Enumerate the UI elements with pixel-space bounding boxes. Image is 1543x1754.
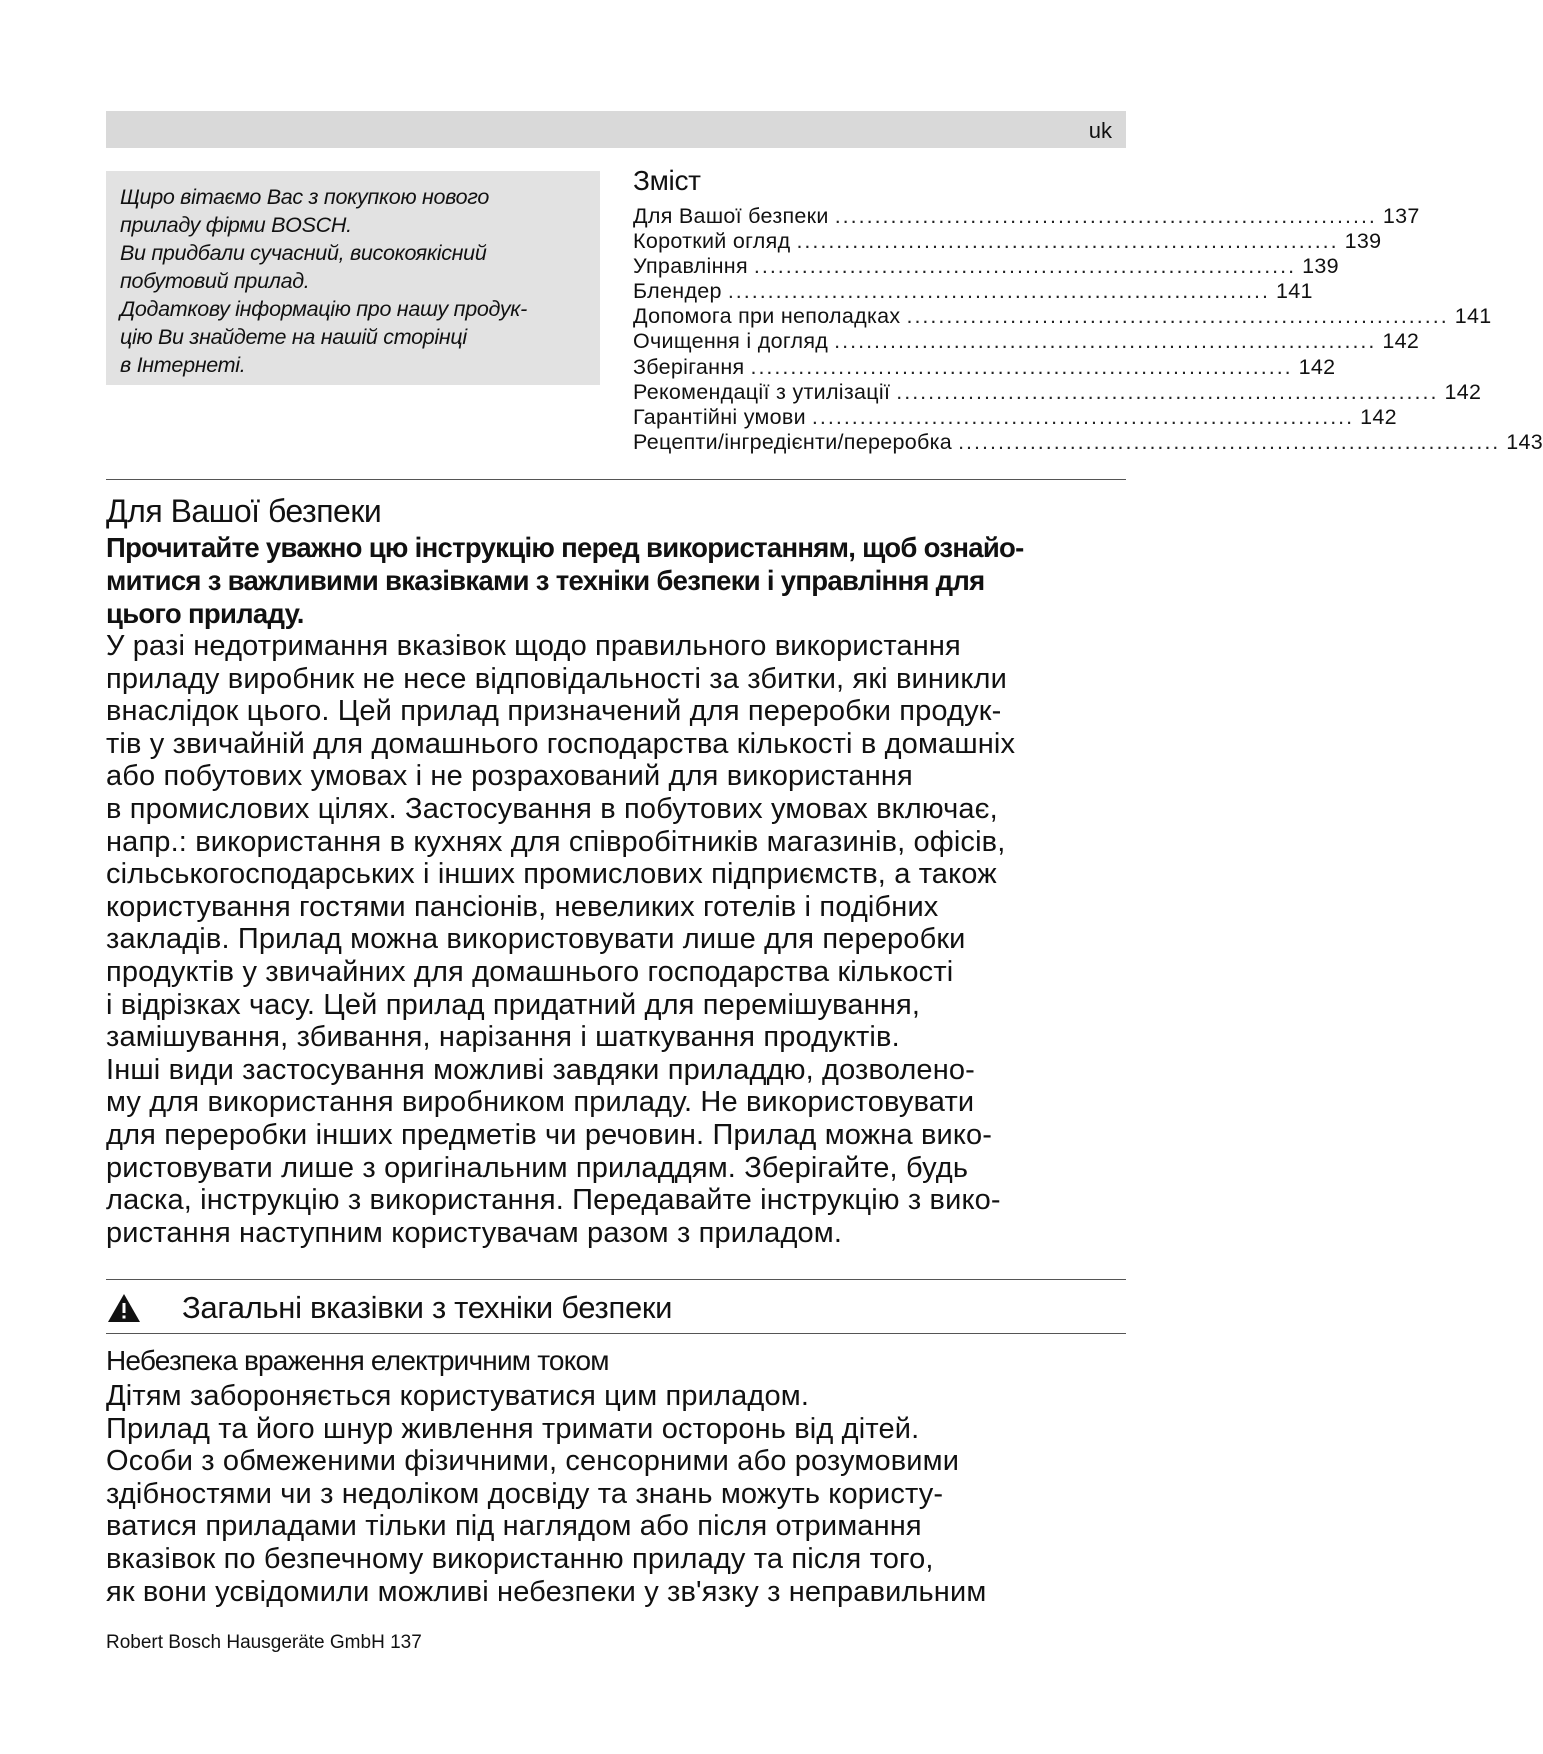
intro-line: цію Ви знайдете на нашій сторінці	[120, 325, 467, 349]
divider	[106, 1279, 1126, 1280]
body-line: У разі недотримання вказівок щодо правильного використання	[106, 630, 961, 662]
toc-item-label: Очищення і догляд	[633, 329, 829, 354]
body-line: тів у звичайній для домашнього господарства кількості в домашніх	[106, 727, 1016, 760]
intro-line: Щиро вітаємо Вас з покупкою нового	[120, 185, 490, 209]
section-title: Для Вашої безпеки	[106, 493, 382, 529]
intro-line: в Інтернеті.	[120, 353, 246, 377]
toc-item-label: Управління	[633, 254, 748, 279]
toc-item-page: 142	[1444, 379, 1482, 404]
body-line: продуктів у звичайних для домашнього господарства кількості	[106, 955, 954, 988]
toc-item-label: Короткий огляд	[633, 229, 791, 254]
toc-item[interactable]: Очищення і догляд .................................................................... 142	[633, 329, 1420, 354]
toc-item-page: 143	[1506, 429, 1543, 454]
body-line: ватися приладами тільки під наглядом або після отримання	[106, 1510, 922, 1543]
toc-item-label: Рецепти/інгредієнти/переробка	[633, 429, 953, 454]
body-line: напр.: використання в кухнях для співробітників магазинів, офісів,	[106, 825, 1006, 858]
toc-item[interactable]: Управління .................................................................... 139	[633, 254, 1339, 279]
body-line: сільськогосподарських і інших промислових підприємств, а також	[106, 858, 997, 891]
warning-heading	[106, 1288, 672, 1328]
toc-item-page: 142	[1382, 329, 1420, 354]
page-footer: Robert Bosch Hausgeräte GmbH 137	[106, 1632, 422, 1653]
body-line: для переробки інших предметів чи речовин. Прилад можна вико-	[106, 1118, 993, 1151]
body-line: Інші види застосування можливі завдяки приладдю, дозволено-	[106, 1053, 975, 1086]
intro-line: Додаткову інформацію про нашу продук-	[120, 297, 528, 321]
toc-item-page: 139	[1302, 254, 1339, 279]
toc-item[interactable]: Для Вашої безпеки .................................................................... 137	[633, 204, 1420, 228]
toc-item-page: 142	[1298, 354, 1336, 379]
toc-item-page: 139	[1344, 229, 1382, 254]
intro-box	[106, 171, 600, 385]
toc-item-page: 137	[1382, 204, 1420, 228]
toc-item[interactable]: Рекомендації з утилізації .................................................................... 142	[633, 379, 1482, 404]
body-line: внаслідок цього. Цей прилад призначений для переробки продук-	[106, 695, 1002, 728]
language-bar	[106, 111, 1126, 148]
body-line: Прилад та його шнур живлення тримати осторонь від дітей.	[106, 1412, 920, 1445]
body-line: приладу виробник не несе відповідальності за збитки, які виникли	[106, 662, 1007, 695]
toc-item[interactable]: Блендер .................................................................... 141	[633, 279, 1313, 304]
intro-line: приладу фірми BOSCH.	[120, 213, 352, 237]
body-line: і відрізках часу. Цей прилад придатний для перемішування,	[106, 988, 921, 1021]
warning-triangle-icon	[106, 1292, 142, 1324]
toc-item-label: Для Вашої безпеки	[633, 204, 829, 228]
toc-item-label: Рекомендації з утилізації	[633, 379, 891, 404]
subsection-title: Загальні вказівки з техніки безпеки	[182, 1290, 673, 1325]
lead-line: Прочитайте уважно цю інструкцію перед використанням, щоб ознайо-	[106, 532, 1024, 563]
body-line: ристання наступним користувачам разом з приладом.	[106, 1216, 843, 1249]
intro-line: Ви придбали сучасний, високоякісний	[120, 241, 487, 265]
body-line: ласка, інструкцію з використання. Передавайте інструкцію з вико-	[106, 1184, 1001, 1217]
body-line: Дітям забороняється користуватися цим приладом.	[106, 1380, 810, 1412]
toc-item[interactable]: Короткий огляд .................................................................... 139	[633, 229, 1382, 254]
body-line: як вони усвідомили можливі небезпеки у зв'язку з неправильним	[106, 1575, 987, 1608]
toc-item[interactable]: Гарантійні умови .................................................................... 142	[633, 404, 1397, 429]
hazard-subtitle: Небезпека враження електричним током	[106, 1345, 609, 1376]
divider	[106, 479, 1126, 480]
toc-item-label: Зберігання	[633, 354, 745, 379]
body-line: му для використання виробником приладу. Не використовувати	[106, 1086, 975, 1119]
table-of-contents	[633, 158, 1543, 455]
toc-item[interactable]: Допомога при неполадках .................................................................... 141	[633, 304, 1492, 329]
language-code: uk	[1088, 118, 1112, 143]
toc-item[interactable]: Зберігання .................................................................... 142	[633, 354, 1336, 379]
toc-item-label: Блендер	[633, 279, 722, 304]
lead-line: митися з важливими вказівками з техніки безпеки і управління для	[106, 565, 985, 596]
divider	[106, 1333, 1126, 1334]
toc-item-page: 141	[1454, 304, 1492, 329]
intro-line: побутовий прилад.	[120, 269, 310, 293]
lead-line: цього приладу.	[106, 598, 304, 629]
section-body	[106, 630, 1136, 1249]
toc-item-page: 141	[1276, 279, 1313, 304]
body-line: ристовувати лише з оригінальним приладдям. Зберігайте, будь	[106, 1151, 969, 1184]
body-line: в промислових цілях. Застосування в побутових умовах включає,	[106, 792, 998, 825]
toc-item[interactable]: Рецепти/інгредієнти/переробка .................................................................... 143	[633, 429, 1543, 454]
toc-item-label: Гарантійні умови	[633, 404, 806, 429]
body-line: або побутових умовах і не розрахований для використання	[106, 760, 913, 793]
toc-item-label: Допомога при неполадках	[633, 304, 901, 329]
body-line: замішування, збивання, нарізання і шаткування продуктів.	[106, 1021, 900, 1054]
body-line: закладів. Прилад можна використовувати лише для переробки	[106, 923, 966, 956]
section-lead	[106, 531, 1136, 630]
toc-item-page: 142	[1360, 404, 1397, 429]
body-line: здібностями чи з недоліком досвіду та знань можуть користу-	[106, 1477, 944, 1510]
hazard-body	[106, 1380, 1136, 1608]
body-line: вказівок по безпечному використанню приладу та після того,	[106, 1542, 934, 1575]
body-line: користування гостями пансіонів, невеликих готелів і подібних	[106, 890, 939, 923]
toc-title: Зміст	[633, 165, 701, 196]
body-line: Особи з обмеженими фізичними, сенсорними або розумовими	[106, 1445, 960, 1478]
